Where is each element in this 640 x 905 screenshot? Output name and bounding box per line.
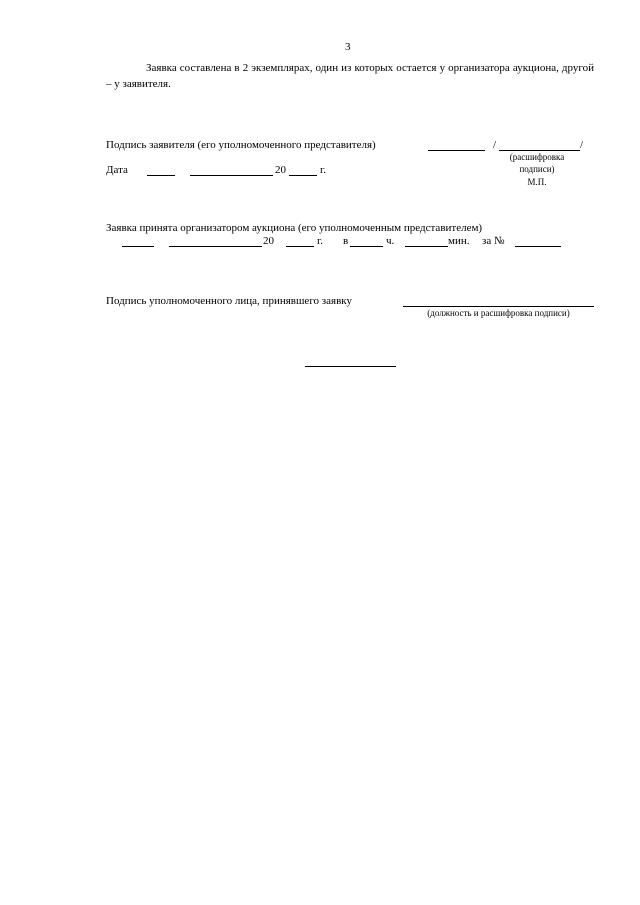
accepted-hours-label: ч. (386, 235, 395, 247)
accepted-minutes-label: мин. (448, 235, 470, 247)
stamp-label: М.П. (527, 177, 547, 187)
decoding-caption-line2: подписи) (519, 164, 555, 174)
receiver-signature-line (403, 306, 594, 307)
applicant-signature-label: Подпись заявителя (его уполномоченного представителя) (106, 139, 376, 151)
decoding-line (499, 150, 580, 151)
accepted-year-prefix: 20 (263, 235, 274, 247)
end-separator-line (305, 366, 396, 367)
decoding-slash-open: / (493, 139, 497, 151)
receiver-caption: (должность и расшифровка подписи) (427, 308, 570, 318)
accepted-number-line (515, 246, 561, 247)
accepted-month-line (169, 246, 262, 247)
accepted-year-suffix: г. (317, 235, 324, 247)
accepted-at-label: в (343, 235, 349, 247)
applicant-signature-line (428, 150, 485, 151)
date-year-prefix: 20 (275, 164, 286, 176)
decoding-slash-close: / (580, 139, 584, 151)
accepted-day-line (122, 246, 154, 247)
date-year-line (289, 175, 317, 176)
accepted-title: Заявка принята организатором аукциона (его уполномоченным представителем) (106, 222, 483, 234)
accepted-number-label: за № (482, 235, 505, 247)
receiver-signature-label: Подпись уполномоченного лица, принявшего заявку (106, 295, 352, 307)
date-year-suffix: г. (320, 164, 327, 176)
accepted-minutes-line (405, 246, 448, 247)
date-day-line (147, 175, 175, 176)
date-label: Дата (106, 164, 128, 176)
accepted-hours-line (350, 246, 383, 247)
intro-paragraph: Заявка составлена в 2 экземплярах, один из которых остается у организатора аукциона, другой – у заявителя. (106, 62, 594, 90)
accepted-year-line (286, 246, 314, 247)
decoding-caption-line1: (расшифровка (509, 152, 565, 162)
date-month-line (190, 175, 273, 176)
page-number: 3 (345, 41, 351, 53)
